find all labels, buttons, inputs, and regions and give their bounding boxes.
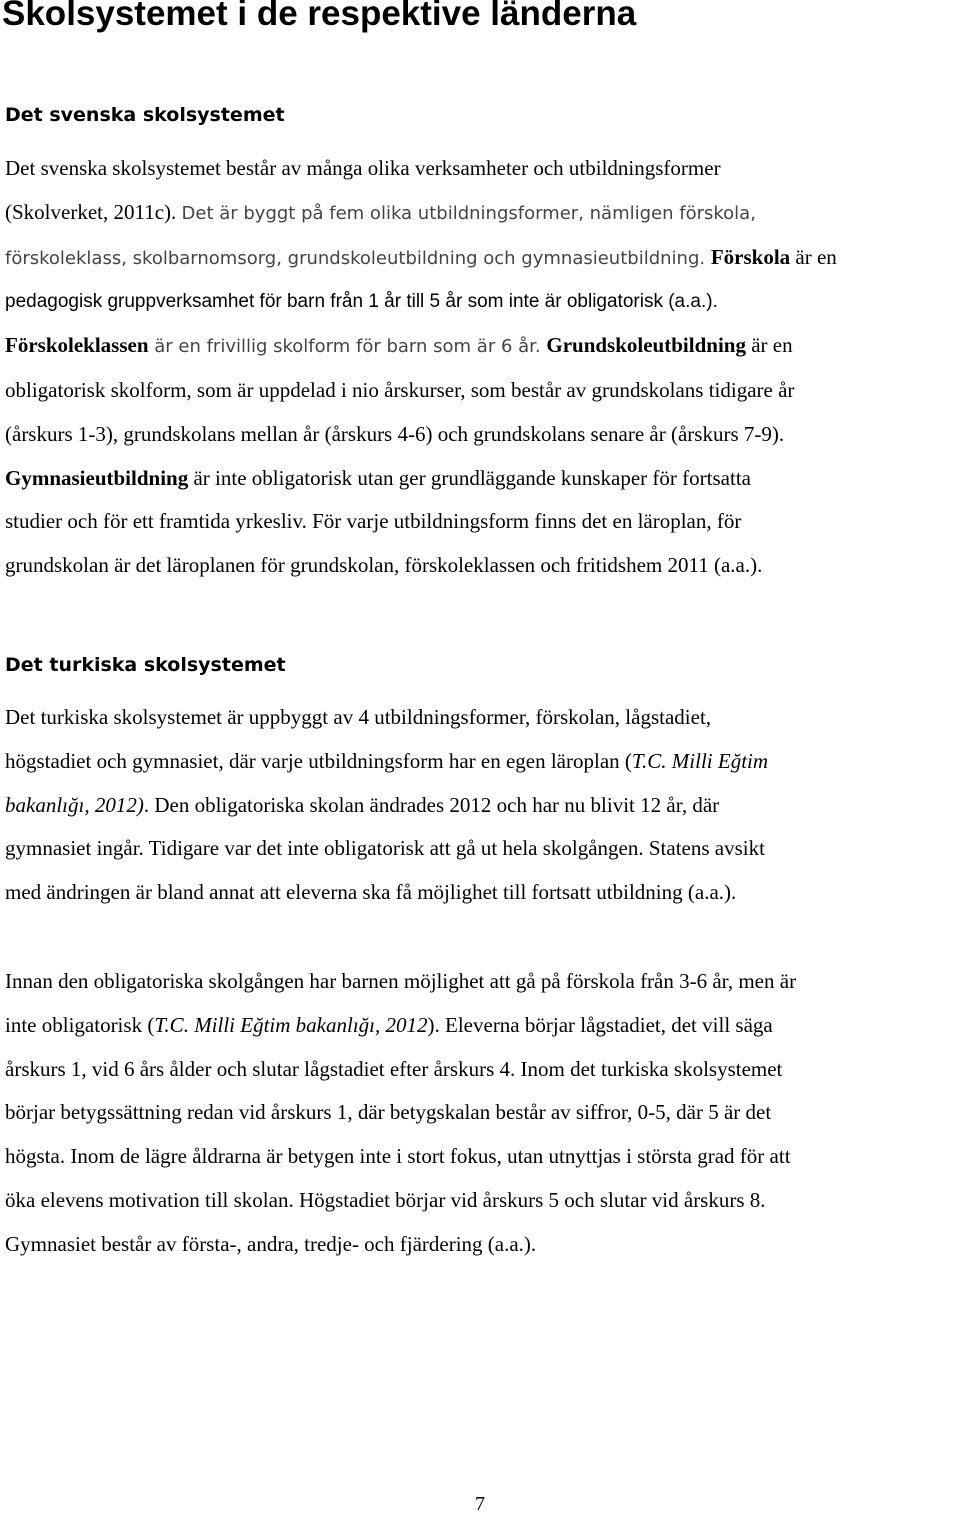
paragraph-turkish-school-system-1 xyxy=(5,696,960,915)
page-number: 7 xyxy=(475,1493,485,1515)
text-line: gymnasiet ingår. Tidigare var det inte obligatorisk att gå ut hela skolgången. Statens avsikt xyxy=(5,836,765,861)
text-line: pedagogisk gruppverksamhet för barn från 1 år till 5 år som inte är obligatorisk (a.a.). xyxy=(5,291,718,313)
text-line: Förskoleklassen är en frivillig skolform för barn som är 6 år. Grundskoleutbildning är en xyxy=(5,333,793,358)
text-line: studier och för ett framtida yrkesliv. För varje utbildningsform finns det en läroplan, för xyxy=(5,509,742,534)
text-line: Gymnasiet består av första-, andra, tredje- och fjärdering (a.a.). xyxy=(5,1231,537,1256)
text-line: Gymnasieutbildning är inte obligatorisk utan ger grundläggande kunskaper för fortsatta xyxy=(5,465,751,490)
text-line: högsta. Inom de lägre åldrarna är betygen inte i stort fokus, utan utnyttjas i största grad för att xyxy=(5,1144,791,1169)
text-line: grundskolan är det läroplanen för grundskolan, förskoleklassen och fritidshem 2011 (a.a.). xyxy=(5,553,763,578)
paragraph-swedish-school-system xyxy=(5,147,960,588)
section-heading-turkish: Det turkiska skolsystemet xyxy=(5,654,286,676)
text-line: öka elevens motivation till skolan. Högstadiet börjar vid årskurs 5 och slutar vid årskurs 8. xyxy=(5,1187,766,1212)
text-line: (årskurs 1-3), grundskolans mellan år (årskurs 4-6) och grundskolans senare år (årskurs 7-9). xyxy=(5,421,785,446)
page-title: Skolsystemet i de respektive länderna xyxy=(2,0,637,33)
text-line: förskoleklass, skolbarnomsorg, grundskoleutbildning och gymnasieutbildning. Förskola är en xyxy=(5,244,837,269)
paragraph-turkish-school-system-2 xyxy=(5,960,960,1267)
section-heading-swedish: Det svenska skolsystemet xyxy=(5,104,285,126)
text-line: högstadiet och gymnasiet, där varje utbildningsform har en egen läroplan (T.C. Milli Eğtim xyxy=(5,748,769,773)
text-line: inte obligatorisk (T.C. Milli Eğtim bakanlığı, 2012). Eleverna börjar lågstadiet, det vill säga xyxy=(5,1012,773,1037)
text-line: (Skolverket, 2011c). Det är byggt på fem olika utbildningsformer, nämligen förskola, xyxy=(5,199,756,224)
text-line: börjar betygssättning redan vid årskurs 1, där betygskalan består av siffror, 0-5, där 5 är det xyxy=(5,1100,772,1125)
text-line: Det turkiska skolsystemet är uppbyggt av 4 utbildningsformer, förskolan, lågstadiet, xyxy=(5,705,712,729)
text-line: Det svenska skolsystemet består av många olika verksamheter och utbildningsformer xyxy=(5,156,721,180)
text-line: årskurs 1, vid 6 års ålder och slutar lågstadiet efter årskurs 4. Inom det turkiska skolsystemet xyxy=(5,1056,783,1081)
text-line: med ändringen är bland annat att eleverna ska få möjlighet till fortsatt utbildning (a.a.). xyxy=(5,880,737,905)
text-line: bakanlığı, 2012). Den obligatoriska skolan ändrades 2012 och har nu blivit 12 år, där xyxy=(5,792,720,817)
text-line: Innan den obligatoriska skolgången har barnen möjlighet att gå på förskola från 3-6 år, men är xyxy=(5,969,797,993)
text-line: obligatorisk skolform, som är uppdelad i nio årskurser, som består av grundskolans tidigare år xyxy=(5,377,795,402)
